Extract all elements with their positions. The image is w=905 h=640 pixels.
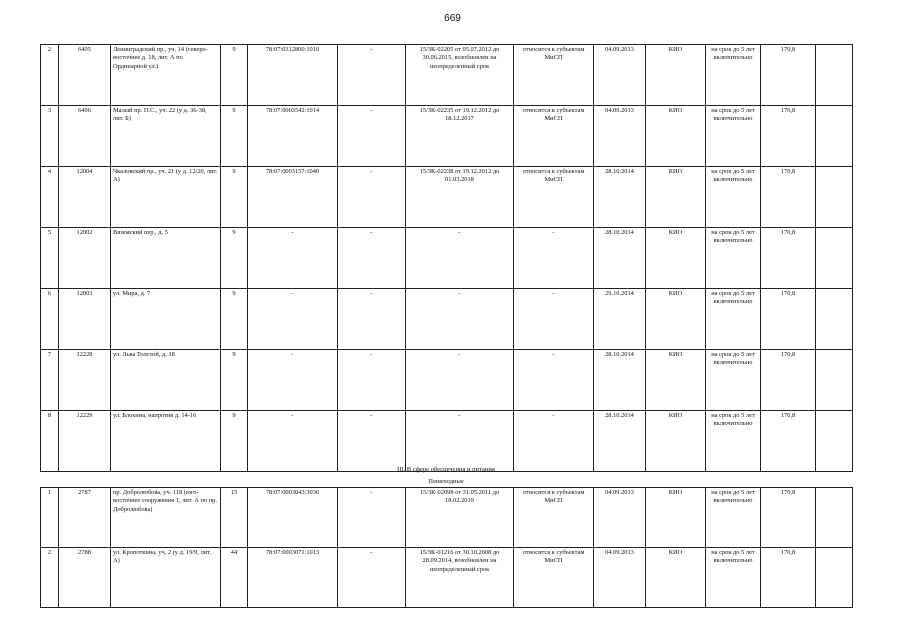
- row-cadastral: -: [248, 350, 338, 411]
- row-date: 28.10.2014: [594, 228, 646, 289]
- row-contract: 15/ЗК-02205 от 05.07.2012 до 30.06.2015, возобновлен на неопределенный срок: [406, 45, 514, 106]
- row-org: КИО: [646, 45, 706, 106]
- row-id: 2787: [59, 488, 111, 548]
- row-amount: 170,8: [761, 411, 816, 472]
- row-subject: относится к субъектам МиСП: [514, 548, 594, 608]
- row-amount: 170,8: [761, 350, 816, 411]
- row-cadastral: -: [248, 289, 338, 350]
- row-dash: -: [338, 228, 406, 289]
- row-org: КИО: [646, 548, 706, 608]
- row-address: ул. Кропоткина, уч. 2 (у д. 19/9, лит. А): [111, 548, 221, 608]
- row-subject: -: [514, 289, 594, 350]
- row-cadastral: -: [248, 228, 338, 289]
- row-dash: -: [338, 548, 406, 608]
- section-subtitle: Пешеходные: [428, 478, 464, 485]
- row-number: 6: [41, 289, 59, 350]
- row-number: 4: [41, 167, 59, 228]
- row-dash: -: [338, 350, 406, 411]
- row-term: на срок до 5 лет включительно: [706, 167, 761, 228]
- row-amount: 170,8: [761, 167, 816, 228]
- row-count: 9: [221, 350, 248, 411]
- row-term: на срок до 5 лет включительно: [706, 289, 761, 350]
- row-empty: [816, 167, 853, 228]
- row-cadastral: 78:07:0003043:3036: [248, 488, 338, 548]
- row-date: 04.09.2013: [594, 488, 646, 548]
- row-org: КИО: [646, 488, 706, 548]
- row-number: 2: [41, 548, 59, 608]
- row-subject: -: [514, 350, 594, 411]
- row-number: 8: [41, 411, 59, 472]
- row-number: 3: [41, 106, 59, 167]
- row-dash: -: [338, 289, 406, 350]
- row-empty: [816, 350, 853, 411]
- row-address: пр. Добролюбова, уч. 118 (юго-восточнее сооружения 1, лит. А по пр. Добролюбова): [111, 488, 221, 548]
- table-row: [41, 228, 853, 289]
- row-count: 9: [221, 45, 248, 106]
- row-amount: 170,8: [761, 228, 816, 289]
- row-amount: 170,8: [761, 548, 816, 608]
- row-org: КИО: [646, 411, 706, 472]
- table-bottom: [40, 487, 853, 608]
- row-count: 15: [221, 488, 248, 548]
- table-row: [41, 488, 853, 548]
- row-term: на срок до 5 лет включительно: [706, 411, 761, 472]
- row-address: Вяземский пер., д. 5: [111, 228, 221, 289]
- row-id: 12002: [59, 228, 111, 289]
- row-empty: [816, 106, 853, 167]
- row-id: 6406: [59, 106, 111, 167]
- section-title: III. В сфере обеспечения и питания: [397, 466, 495, 473]
- row-id: 2788: [59, 548, 111, 608]
- row-subject: относится к субъектам МиСП: [514, 167, 594, 228]
- row-empty: [816, 411, 853, 472]
- row-contract: -: [406, 411, 514, 472]
- row-subject: относится к субъектам МиСП: [514, 45, 594, 106]
- row-dash: -: [338, 106, 406, 167]
- table-top: [40, 44, 853, 472]
- row-count: 9: [221, 228, 248, 289]
- row-subject: относится к субъектам МиСП: [514, 106, 594, 167]
- row-address: Малый пр. П.С., уч. 22 (у д. 36-38, лит. Б): [111, 106, 221, 167]
- row-term: на срок до 5 лет включительно: [706, 45, 761, 106]
- row-address: ул. Мира, д. 7: [111, 289, 221, 350]
- row-term: на срок до 5 лет включительно: [706, 106, 761, 167]
- row-cadastral: -: [248, 411, 338, 472]
- row-number: 5: [41, 228, 59, 289]
- row-term: на срок до 5 лет включительно: [706, 548, 761, 608]
- row-empty: [816, 548, 853, 608]
- row-date: 28.10.2014: [594, 411, 646, 472]
- row-date: 04.09.2013: [594, 45, 646, 106]
- row-date: 28.10.2014: [594, 167, 646, 228]
- row-id: 12004: [59, 167, 111, 228]
- row-org: КИО: [646, 289, 706, 350]
- row-contract: -: [406, 289, 514, 350]
- row-empty: [816, 488, 853, 548]
- row-count: 44: [221, 548, 248, 608]
- table-row: [41, 45, 853, 106]
- row-count: 9: [221, 106, 248, 167]
- row-address: ул. Льва Толстой, д. 18: [111, 350, 221, 411]
- row-number: 7: [41, 350, 59, 411]
- row-amount: 170,8: [761, 488, 816, 548]
- row-org: КИО: [646, 228, 706, 289]
- row-contract: 15/ЗК-01216 от 30.10.2008 до 28.09.2014, возобновлен на неопределенный срок: [406, 548, 514, 608]
- row-address: Ленинградский пр., уч. 14 (северо-восточнее д. 18, лит. А по Ординарной ул.): [111, 45, 221, 106]
- row-subject: относится к субъектам МиСП: [514, 488, 594, 548]
- row-address: Чкаловский пр., уч. 21 (у д. 12/20, лит. А): [111, 167, 221, 228]
- table-row: [41, 167, 853, 228]
- row-dash: -: [338, 411, 406, 472]
- row-amount: 170,8: [761, 289, 816, 350]
- row-contract: 15/ЗК-02098 от 31.05.2011 до 18.02.2019: [406, 488, 514, 548]
- row-subject: -: [514, 228, 594, 289]
- row-contract: -: [406, 228, 514, 289]
- row-address: ул. Блохина, напротив д. 14-16: [111, 411, 221, 472]
- row-date: 29.10.2014: [594, 289, 646, 350]
- table-row: [41, 350, 853, 411]
- row-count: 9: [221, 167, 248, 228]
- row-id: 12228: [59, 350, 111, 411]
- row-empty: [816, 228, 853, 289]
- row-count: 9: [221, 411, 248, 472]
- row-id: 6405: [59, 45, 111, 106]
- row-term: на срок до 5 лет включительно: [706, 228, 761, 289]
- row-contract: 15/ЗК-02238 от 19.12.2012 до 01.03.2018: [406, 167, 514, 228]
- row-dash: -: [338, 167, 406, 228]
- row-number: 1: [41, 488, 59, 548]
- row-empty: [816, 289, 853, 350]
- table-row: [41, 548, 853, 608]
- row-date: 04.09.2013: [594, 548, 646, 608]
- row-number: 2: [41, 45, 59, 106]
- page-number: 669: [444, 13, 461, 24]
- row-empty: [816, 45, 853, 106]
- row-dash: -: [338, 45, 406, 106]
- row-subject: -: [514, 411, 594, 472]
- table-row: [41, 289, 853, 350]
- row-dash: -: [338, 488, 406, 548]
- row-cadastral: 78:07:0312800:1010: [248, 45, 338, 106]
- row-org: КИО: [646, 350, 706, 411]
- row-contract: 15/ЗК-02235 от 19.12.2012 до 18.12.2017: [406, 106, 514, 167]
- table-row: [41, 106, 853, 167]
- row-date: 28.10.2014: [594, 350, 646, 411]
- row-term: на срок до 5 лет включительно: [706, 350, 761, 411]
- row-amount: 170,8: [761, 45, 816, 106]
- row-contract: -: [406, 350, 514, 411]
- row-cadastral: 78:07:0003071:1013: [248, 548, 338, 608]
- row-org: КИО: [646, 167, 706, 228]
- row-count: 9: [221, 289, 248, 350]
- row-term: на срок до 5 лет включительно: [706, 488, 761, 548]
- row-cadastral: 78:07:0003542:1014: [248, 106, 338, 167]
- row-id: 12229: [59, 411, 111, 472]
- table-row: [41, 411, 853, 472]
- row-amount: 170,8: [761, 106, 816, 167]
- row-cadastral: 78:07:0003157:1040: [248, 167, 338, 228]
- row-id: 12003: [59, 289, 111, 350]
- row-org: КИО: [646, 106, 706, 167]
- row-date: 04.09.2013: [594, 106, 646, 167]
